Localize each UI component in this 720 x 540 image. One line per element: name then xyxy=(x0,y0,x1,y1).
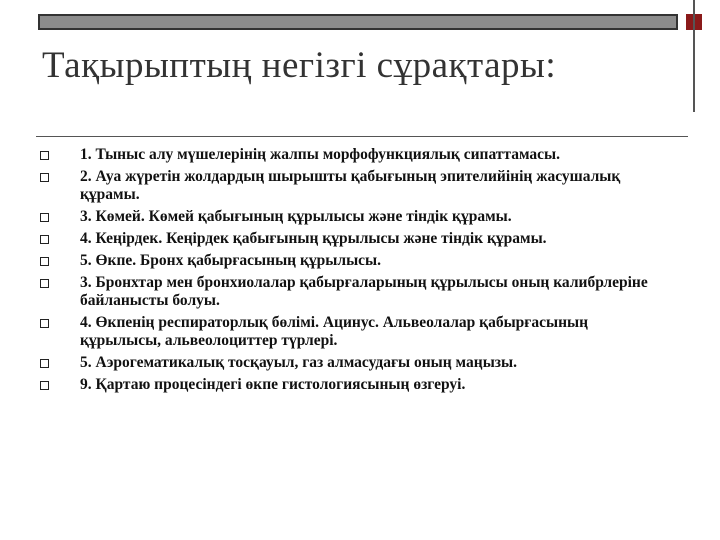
list-item xyxy=(38,314,658,350)
list-item-text: 4. Кеңірдек. Кеңірдек қабығының құрылысы және тіндік құрамы. xyxy=(80,230,547,247)
list-item xyxy=(38,274,658,310)
list-item xyxy=(38,168,658,204)
checkbox-bullet-icon xyxy=(40,257,49,266)
checkbox-bullet-icon xyxy=(40,213,49,222)
slide-title: Тақырыптың негізгі сұрақтары: xyxy=(42,45,557,86)
list-item-text: 2. Ауа жүретін жолдардың шырышты қабығының эпителийінің жасушалық құрамы. xyxy=(80,168,621,203)
list-item-text: 3. Бронхтар мен бронхиолалар қабырғаларының құрылысы оның калибрлеріне байланысты болуы. xyxy=(80,274,648,309)
list-item xyxy=(38,354,658,372)
list-item-text: 5. Аэрогематикалық тосқауыл, газ алмасудағы оның маңызы. xyxy=(80,354,517,371)
list-item xyxy=(38,208,658,226)
checkbox-bullet-icon xyxy=(40,151,49,160)
list-item-text: 5. Өкпе. Бронх қабырғасының құрылысы. xyxy=(80,252,382,269)
checkbox-bullet-icon xyxy=(40,235,49,244)
list-item xyxy=(38,230,658,248)
list-item-text: 1. Тыныс алу мүшелерінің жалпы морфофункциялық сипаттамасы. xyxy=(80,146,561,163)
checkbox-bullet-icon xyxy=(40,319,49,328)
checkbox-bullet-icon xyxy=(40,173,49,182)
list-item-text: 3. Көмей. Көмей қабығының құрылысы және тіндік құрамы. xyxy=(80,208,512,225)
title-underline xyxy=(36,136,688,137)
list-item xyxy=(38,146,658,164)
title-decoration-line xyxy=(693,0,695,112)
title-decoration-bar xyxy=(38,14,678,30)
checkbox-bullet-icon xyxy=(40,279,49,288)
list-item xyxy=(38,376,658,394)
checkbox-bullet-icon xyxy=(40,381,49,390)
list-item-text: 9. Қартаю процесіндегі өкпе гистологиясының өзгеруі. xyxy=(80,376,466,393)
checkbox-bullet-icon xyxy=(40,359,49,368)
list-item xyxy=(38,252,658,270)
list-item-text: 4. Өкпенің респираторлық бөлімі. Ацинус. Альвеолалар қабырғасының құрылысы, альвеолоциттер түрлері. xyxy=(80,314,589,349)
question-list xyxy=(38,146,658,398)
